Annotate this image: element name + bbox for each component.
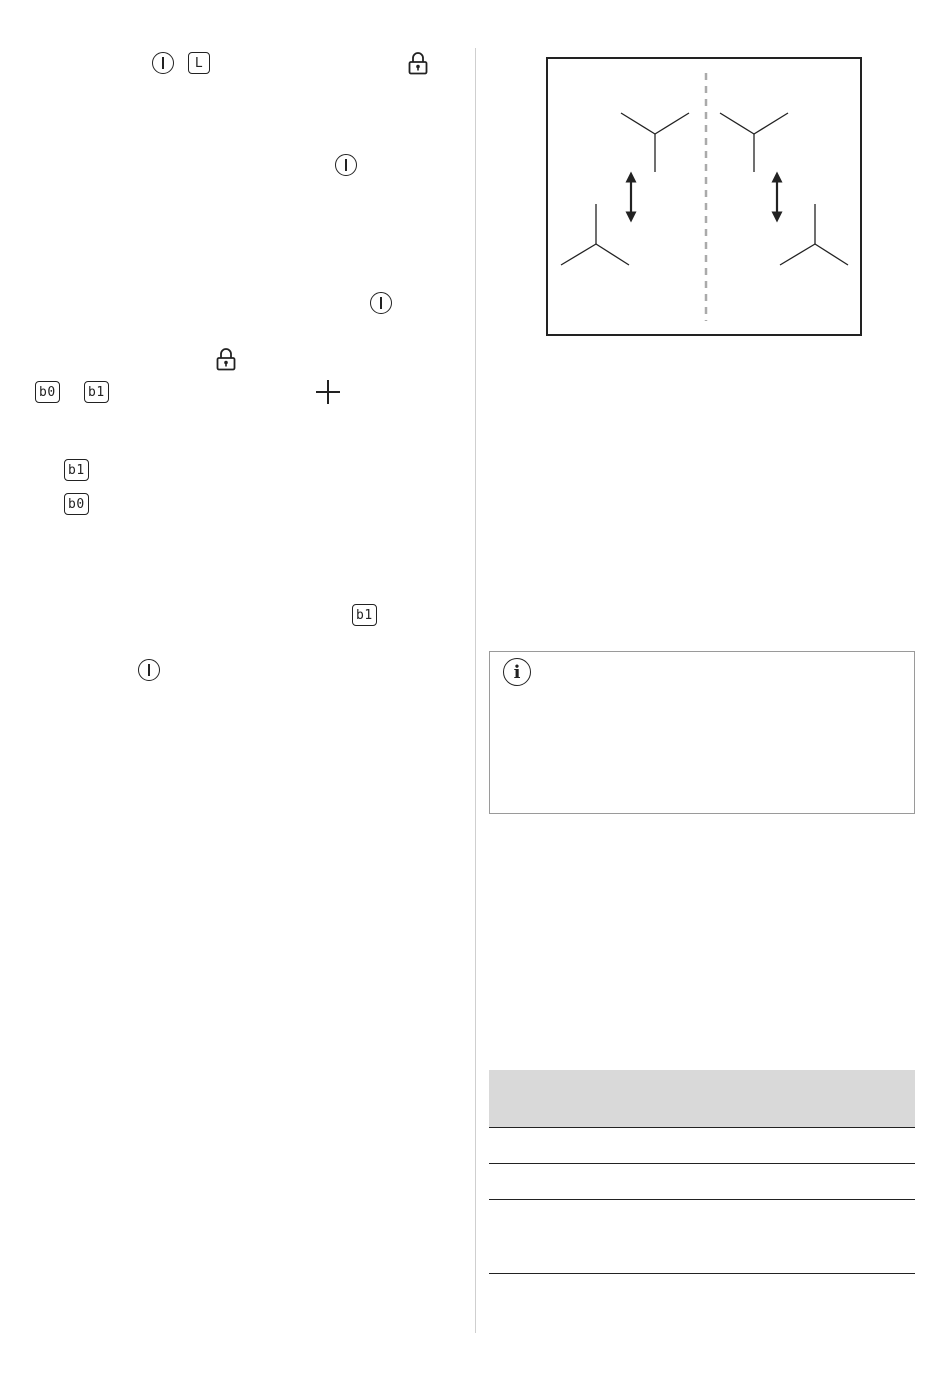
power-key-icon (138, 659, 160, 681)
information-icon: i (503, 658, 531, 686)
zone-marker-bottom-right (780, 204, 848, 265)
table-row (489, 1128, 915, 1164)
info-box (489, 651, 915, 814)
zone-marker-top-left (621, 113, 689, 172)
cooking-zone-illustration (548, 59, 859, 333)
display-symbol-l: L (188, 52, 210, 74)
display-symbol-b0: b0 (35, 381, 60, 403)
power-key-icon (335, 154, 357, 176)
column-divider (475, 48, 476, 1333)
power-key-icon (370, 292, 392, 314)
display-symbol-b0: b0 (64, 493, 89, 515)
plus-icon (316, 380, 340, 404)
lock-icon (408, 51, 428, 75)
display-symbol-b1: b1 (352, 604, 377, 626)
table-header (489, 1070, 915, 1128)
zone-marker-top-right (720, 113, 788, 172)
table-row (489, 1200, 915, 1274)
power-key-icon (152, 52, 174, 74)
display-symbol-b1: b1 (64, 459, 89, 481)
data-table (489, 1070, 915, 1274)
lock-icon (216, 347, 236, 371)
table-row (489, 1164, 915, 1200)
display-symbol-b1: b1 (84, 381, 109, 403)
cooking-zone-diagram (546, 57, 862, 336)
zone-marker-bottom-left (561, 204, 629, 265)
